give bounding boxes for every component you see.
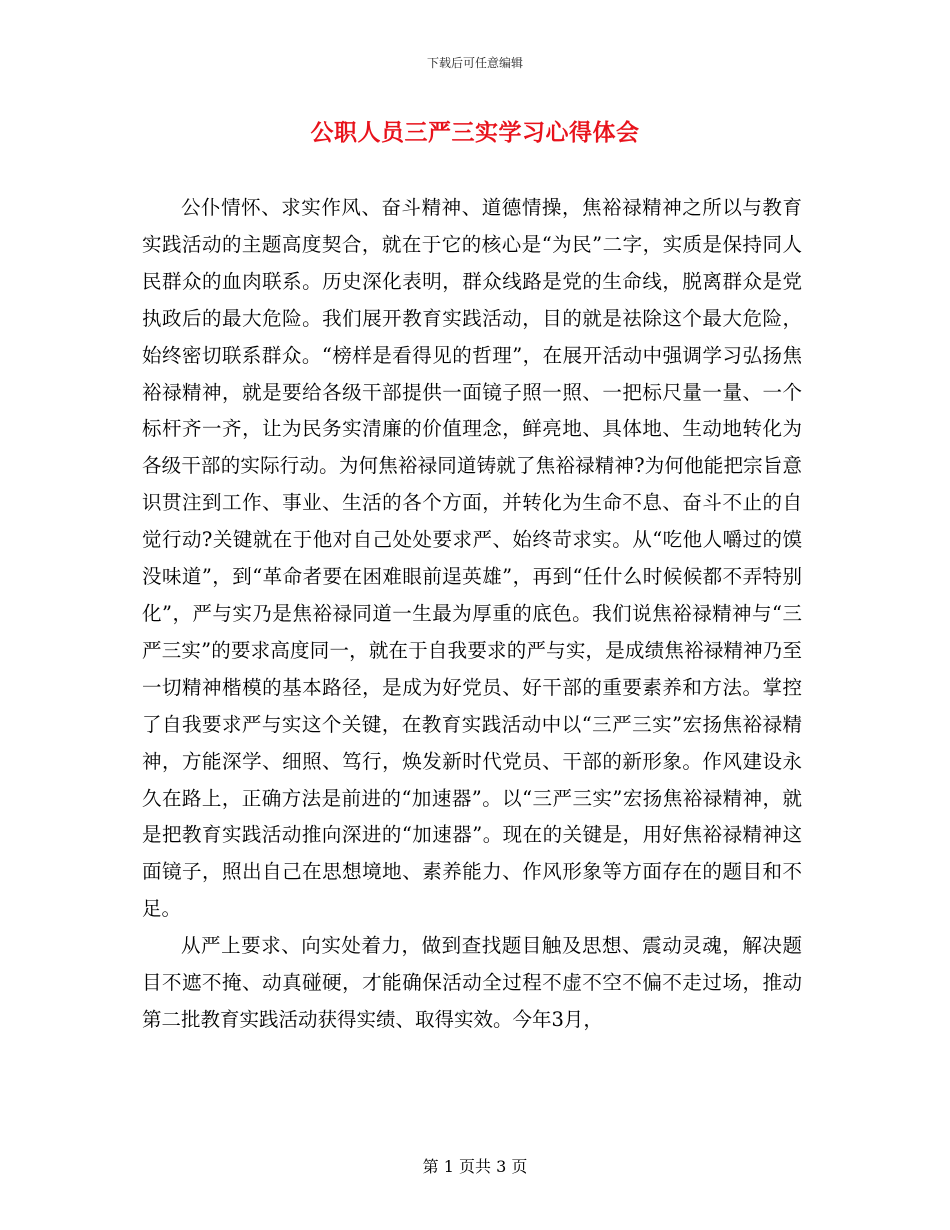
body-paragraph: 公仆情怀、求实作风、奋斗精神、道德情操，焦裕禄精神之所以与教育实践活动的主题高度契合，就在于它的核心是“为民”二字，实质是保持同人民群众的血肉联系。历史深化表明，群众线路是党的生命线，脱离群众是党执政后的最大危险。我们展开教育实践活动，目的就是祛除这个最大危险，始终密切联系群众。“榜样是看得见的哲理”，在展开活动中强调学习弘扬焦裕禄精神，就是要给各级干部提供一面镜子照一照、一把标尺量一量、一个标杆齐一齐，让为民务实清廉的价值理念，鲜亮地、具体地、生动地转化为各级干部的实际行动。为何焦裕禄同道铸就了焦裕禄精神?为何他能把宗旨意识贯注到工作、事业、生活的各个方面，并转化为生命不息、奋斗不止的自觉行动?关键就在于他对自己处处要求严、始终苛求实。从“吃他人嚼过的馍没味道”，到“革命者要在困难眼前逞英雄”，再到“任什么时候候都不弄特别化”，严与实乃是焦裕禄同道一生最为厚重的底色。我们说焦裕禄精神与“三严三实”的要求高度同一，就在于自我要求的严与实，是成绩焦裕禄精神乃至一切精神楷模的基本路径，是成为好党员、好干部的重要素养和方法。掌控了自我要求严与实这个关键，在教育实践活动中以“三严三实”宏扬焦裕禄精神，方能深学、细照、笃行，焕发新时代党员、干部的新形象。作风建设永久在路上，正确方法是前进的“加速器”。以“三严三实”宏扬焦裕禄精神，就是把教育实践活动推向深进的“加速器”。现在的关键是，用好焦裕禄精神这面镜子，照出自己在思想境地、素养能力、作风形象等方面存在的题目和不足。: [142, 196, 802, 921]
document-title: 公职人员三严三实学习心得体会: [310, 119, 640, 146]
body-paragraph: 从严上要求、向实处着力，做到查找题目触及思想、震动灵魂，解决题目不遮不掩、动真碰硬，才能确保活动全过程不虚不空不偏不走过场，推动第二批教育实践活动获得实绩、取得实效。今年3月，: [142, 934, 802, 1031]
page-number-footer: 第 1 页共 3 页: [422, 1157, 528, 1176]
header-note: 下载后可任意编辑: [426, 56, 523, 70]
document-body: [142, 190, 802, 1039]
